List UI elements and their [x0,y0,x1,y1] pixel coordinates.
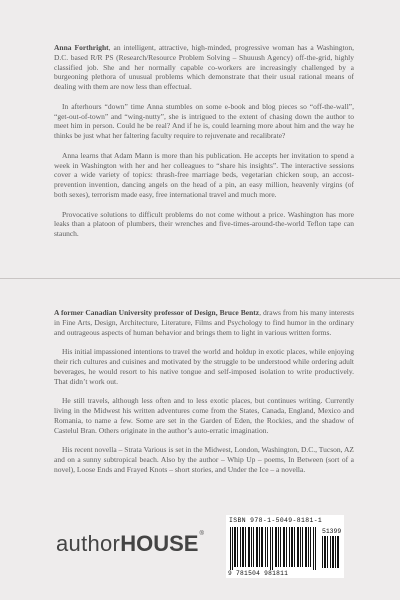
bio-paragraph-3: He still travels, although less often and to less exotic places, but continues writing. Currently living in the Midwest his written adventures come from the States, Canada, England, Mexico and Romania, to name a few. Some are set in the Garden of Eden, the Rockies, and the shadow of Castelul Bran. Others originate in the author’s auto-erratic imagination. [54,396,354,435]
barcode-bars [230,527,318,570]
bio-paragraph-4: His recent novella – Strata Various is set in the Midwest, London, Washington, D.C., Tucson, AZ and on a sunny subtropical beach. Also by the author – Whip Up – poems, In Between (sort of a novel), Loose Ends and Frayed Knots – short stories, and Under the Ice – a novella. [54,445,354,474]
isbn-barcode [226,515,344,578]
protagonist-name: Anna Forthright [54,43,109,52]
author-lead: A former Canadian University professor of Design, Bruce Bentz [54,308,260,317]
isbn-text: ISBN 978-1-5049-8181-1 [229,517,323,524]
blurb-paragraph-4: Provocative solutions to difficult problems do not come without a price. Washington has more leaks than a platoon of plumbers, their wrenches and five-times-around-the-world Teflon tape can staunch. [54,209,354,239]
price-code: 51399 [322,528,342,535]
price-barcode-bars [322,536,340,568]
bio-paragraph-1: A former Canadian University professor of Design, Bruce Bentz, draws from his many interests in Fine Arts, Design, Architecture, Literature, Films and Psychology to find humor in the ordinary and outrageous aspects of human behavior and brings them to light in various written forms. [54,308,354,337]
publisher-logo: authorHOUSE® [56,531,205,556]
back-cover-blurb [54,43,354,249]
blurb-paragraph-2: In afterhours “down” time Anna stumbles on some e-book and blog pieces so “off-the-wall”, “get-out-of-town” and “wing-nutty”, she is intrigued to the extent of chasing down the author to meet him in person. Could he be real? And if he is, could learning more about him and the way he thinks be just what her faltering faculty require to rejuvenate and recalibrate? [54,101,354,141]
barcode-digits: 9 781504 981811 [228,570,289,577]
blurb-paragraph-3: Anna learns that Adam Mann is more than his publication. He accepts her invitation to spend a week in Washington with her and her colleagues to “share his insights”. The interactive sessions cover a wide variety of topics: thrash-free marriage beds, vegetarian chicken soup, an accost-prevention invention, dancing angels on the head of a pin, an easy million, heavenly virgins (of both sexes), terrorism made easy, free international travel and much more. [54,150,354,199]
blurb-paragraph-1: Anna Forthright, an intelligent, attractive, high-minded, progressive woman has a Washington, D.C. based R/R PS (Research/Resource Problem Solving – Shuuush Agency) off-the-grid, highly classified job. She and her normally capable co-workers are increasingly challenged by a burgeoning plethora of unusual problems which demonstrate that their usual rational means of dealing with them are now less than effectual. [54,43,355,92]
author-bio [54,308,354,484]
bio-paragraph-2: His initial impassioned intentions to travel the world and holdup in exotic places, while enjoying their rich cultures and cuisines and motivated by the struggle to be understood while ordering adult beverages, he would resort to his native tongue and self-imposed isolation to write productively. That didn’t work out. [54,347,354,386]
section-divider [0,278,400,279]
